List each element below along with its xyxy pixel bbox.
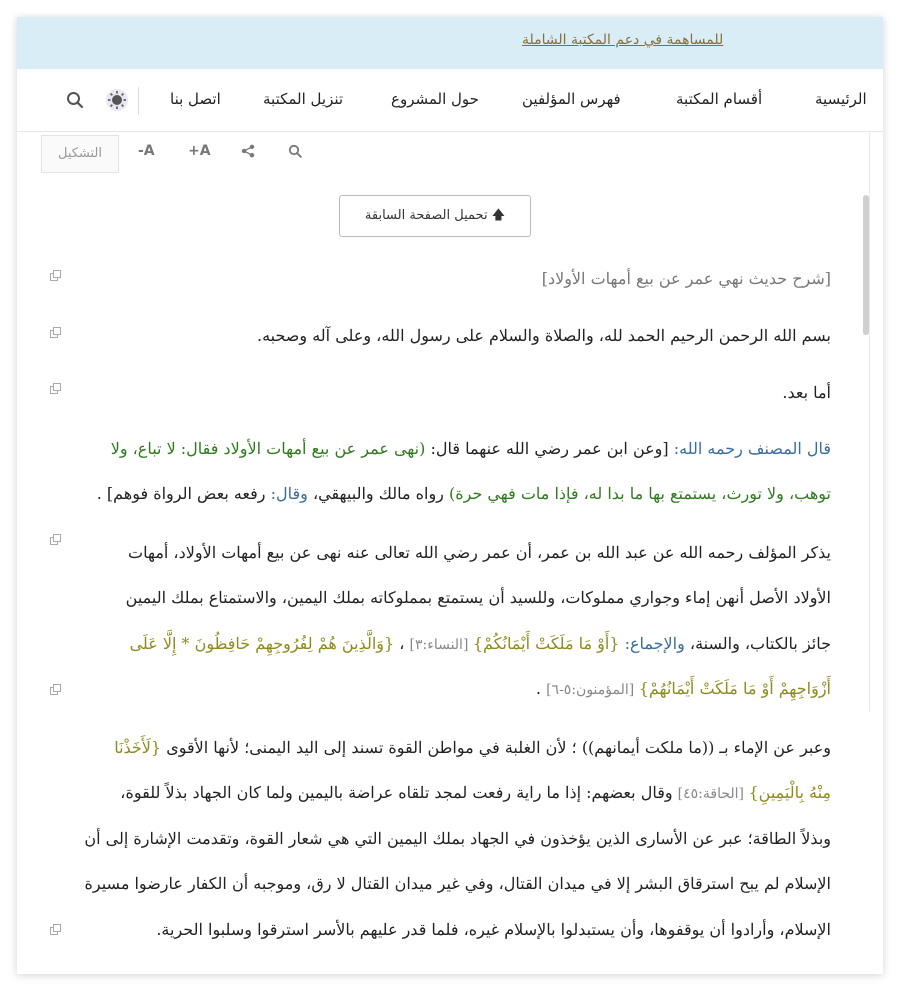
consensus-label: والإجماع: (624, 634, 685, 653)
reader-toolbar (17, 131, 883, 177)
load-previous-page-button[interactable] (339, 195, 531, 237)
quran-verse: {وَالَّذِينَ هُمْ لِفُرُوجِهِمْ حَافِظُونَ * إِلَّا عَلَى (129, 634, 395, 653)
text-run: رفعه بعض الرواة فوهم] . (96, 484, 271, 503)
quran-verse: مِنْهُ بِالْيَمِينِ} (748, 783, 831, 802)
author-quote-label: قال المصنف رحمه الله: (673, 439, 831, 458)
verse-reference: [النساء:٣] (409, 637, 473, 653)
copy-icon[interactable] (50, 684, 62, 696)
text-line (114, 738, 831, 757)
quran-verse: {أَوْ مَا مَلَكَتْ أَيْمَانُكُمْ} (472, 634, 625, 653)
nav-divider (138, 87, 139, 115)
text-line (130, 634, 831, 653)
text-run: وقال بعضهم: إذا ما راية رفعت لمجد تلقاه عراضة باليمين ولما كان الجهاد بذلاً للقوة، (120, 783, 678, 802)
share-icon[interactable] (241, 144, 255, 158)
text-line: الأولاد الأصل أنهن إماء وجواري مملوكات، وللسيد أن يستمتع بمملوكاته بملك اليمين، والاستمتاع بملك اليمين (125, 588, 831, 607)
donation-link[interactable]: للمساهمة في دعم المكتبة الشاملة (522, 32, 724, 48)
page-frame (17, 17, 883, 974)
nav-download[interactable]: تنزيل المكتبة (263, 90, 344, 108)
nav-about[interactable]: حول المشروع (391, 90, 479, 108)
content-divider (869, 131, 870, 711)
text-line (111, 439, 831, 458)
copy-icon[interactable] (50, 383, 62, 395)
text-line: وبذلاً الطاقة؛ عبر عن الأسارى الذين يؤخذون في الجهاد بملك اليمين التي هي شعار القوة، وتقدمت الإشارة إلى أن (84, 829, 831, 848)
main-nav (17, 69, 883, 132)
text-run: . (535, 679, 547, 698)
text-run: رواه مالك والبيهقي، (307, 484, 449, 503)
search-icon[interactable] (66, 91, 84, 109)
text-line: الإسلام لم يبح استرقاق البشر إلا في ميدان القتال، وفي غير ميدان القتال لا رق، وموجبه أن الكفار عارضوا مسيرة (84, 874, 831, 893)
quran-verse: {لَأَخَذْنَا (114, 738, 162, 757)
copy-icon[interactable] (50, 270, 62, 282)
text-line (97, 484, 831, 503)
verse-reference: [المؤمنون:٥-٦] (546, 682, 639, 698)
text-run: [وعن ابن عمر رضي الله عنهما قال: (425, 439, 674, 458)
text-line: يذكر المؤلف رحمه الله عن عبد الله بن عمر، أن عمر رضي الله تعالى عنه نهى عن بيع أمهات الأولاد، أمهات (128, 543, 831, 562)
donation-banner (17, 17, 883, 69)
text-run: ، (394, 634, 410, 653)
quran-verse: أَزْوَاجِهِمْ أَوْ مَا مَلَكَتْ أَيْمَانُهُمْ} (638, 679, 831, 698)
verse-reference: [الحاقة:٤٥] (677, 786, 749, 802)
nav-home[interactable]: الرئيسية (815, 90, 867, 108)
hadith-text: (نهى عمر عن بيع أمهات الأولاد فقال: لا تباع، ولا (110, 439, 426, 458)
copy-icon[interactable] (50, 924, 62, 936)
font-decrease-button[interactable]: -A (138, 143, 155, 159)
load-previous-label: تحميل الصفحة السابقة (364, 208, 488, 223)
text-line: الإسلام، وأرادوا أن يوقفوها، وأن يستبدلوا بالإسلام غيره، فلما قدر عليهم بالأسر استرقوا وسلبوا الحرية. (156, 920, 831, 939)
text-run: وعبر عن الإماء بـ ((ما ملكت أيمانهم)) ؛ لأن الغلبة في مواطن القوة تسند إلى اليد اليمنى؛ لأنها الأقوى (161, 738, 831, 757)
arrow-up-icon: 🡅 (491, 208, 506, 223)
text-line (120, 783, 831, 802)
text-line (536, 679, 831, 698)
font-increase-button[interactable]: +A (188, 143, 211, 159)
copy-icon[interactable] (50, 327, 62, 339)
hadith-text: توهب، ولا تورث، يستمتع بها ما بدا له، فإذا مات فهي حرة) (448, 484, 831, 503)
theme-toggle-icon[interactable] (105, 88, 129, 112)
tashkeel-toggle[interactable]: التشكيل (41, 135, 119, 173)
text-line: بسم الله الرحمن الرحيم الحمد لله، والصلاة والسلام على رسول الله، وعلى آله وصحبه. (256, 326, 831, 345)
chapter-title: [شرح حديث نهي عمر عن بيع أمهات الأولاد] (541, 269, 831, 288)
nav-contact[interactable]: اتصل بنا (170, 90, 221, 108)
said-label: وقال: (270, 484, 308, 503)
find-in-page-icon[interactable] (288, 144, 302, 158)
text-run: جائز بالكتاب، والسنة، (684, 634, 831, 653)
nav-authors[interactable]: فهرس المؤلفين (522, 90, 621, 108)
nav-sections[interactable]: أقسام المكتبة (676, 90, 763, 108)
text-line: أما بعد. (782, 383, 831, 402)
copy-icon[interactable] (50, 534, 62, 546)
